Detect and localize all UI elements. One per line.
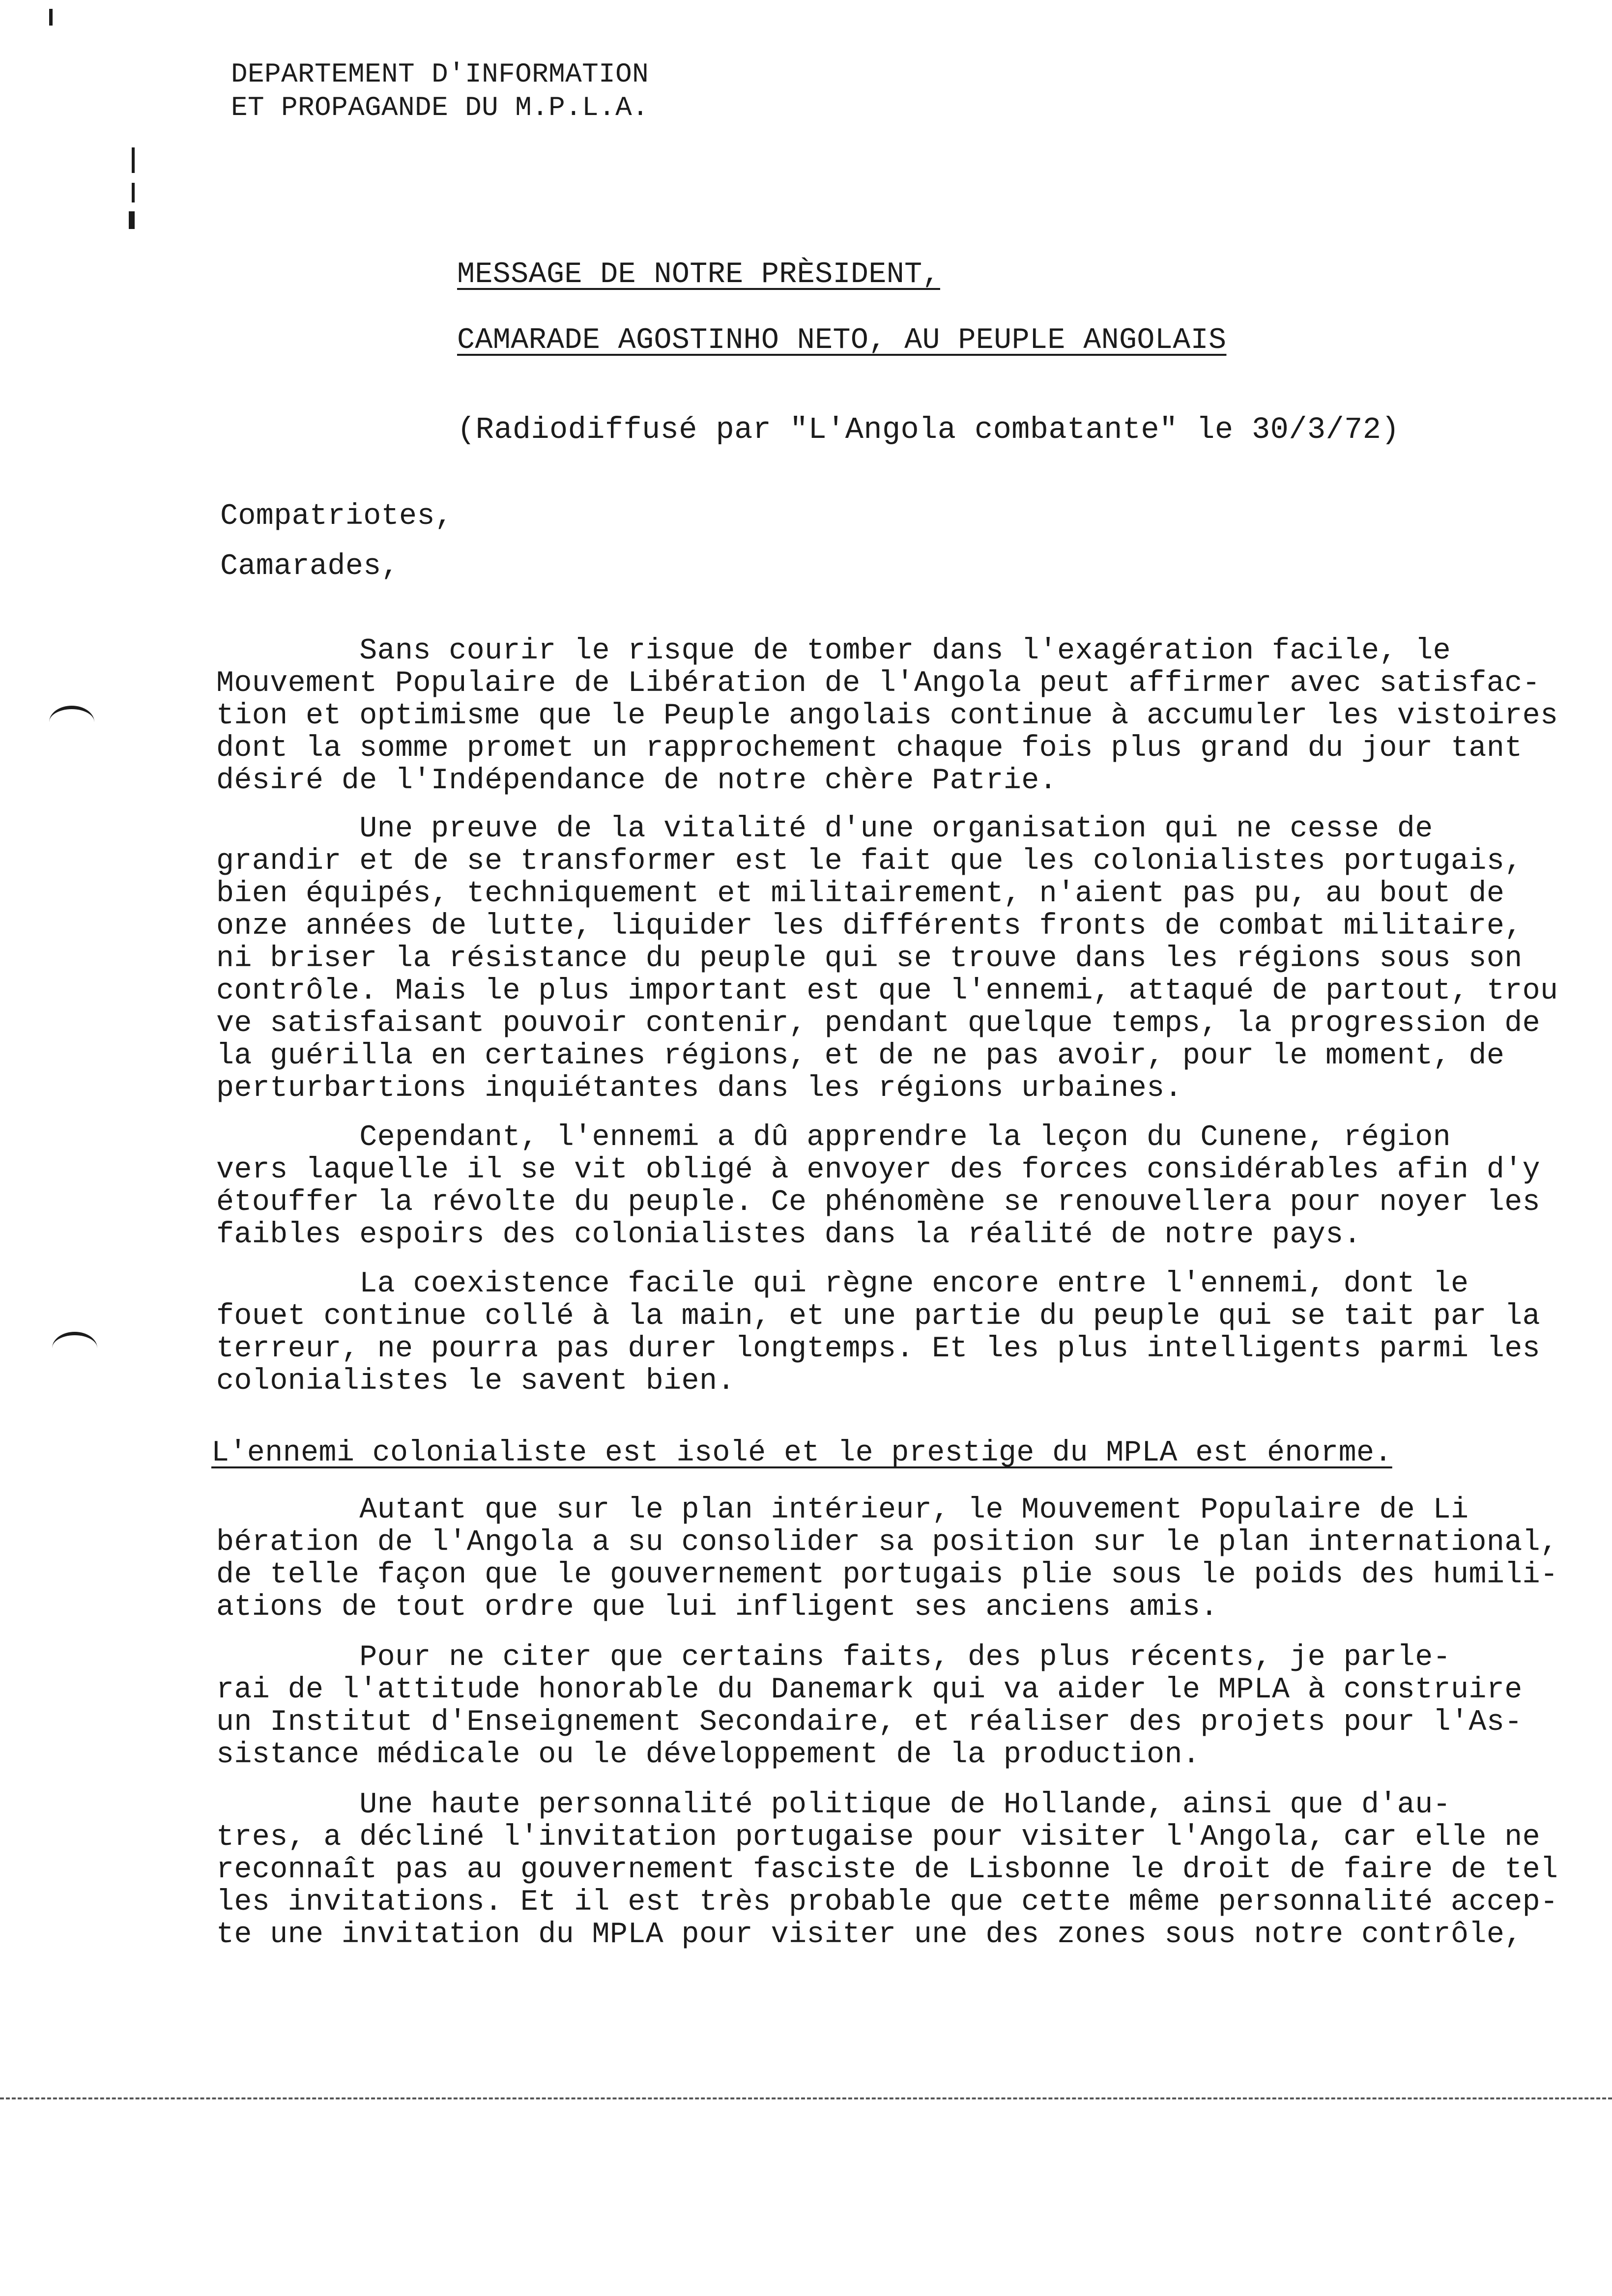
paragraph-2-line-7: ve satisfaisant pouvoir contenir, pendant quelque temps, la progression de (216, 1007, 1541, 1040)
scan-mark-binder-1 (132, 147, 135, 173)
punch-hole-arc-upper (49, 706, 94, 739)
broadcast-subtitle: (Radiodiffusé par "L'Angola combatante" le 30/3/72) (457, 412, 1400, 447)
paragraph-3-line-1: Cependant, l'ennemi a dû apprendre la leçon du Cunene, région (216, 1121, 1451, 1154)
paragraph-7-line-3: reconnaît pas au gouvernement fasciste de Lisbonne le droit de faire de tel (216, 1853, 1558, 1887)
paragraph-6-line-3: un Institut d'Enseignement Secondaire, et réaliser des projets pour l'As- (216, 1706, 1523, 1739)
paragraph-2-line-8: la guérilla en certaines régions, et de ne pas avoir, pour le moment, de (216, 1039, 1505, 1073)
paragraph-6-line-4: sistance médicale ou le développement de la production. (216, 1738, 1201, 1772)
title-line-1: MESSAGE DE NOTRE PRÈSIDENT, (457, 258, 940, 291)
punch-hole-arc-lower (52, 1332, 97, 1365)
section-heading: L'ennemi colonialiste est isolé et le prestige du MPLA est énorme. (211, 1436, 1392, 1470)
footer-divider (0, 2097, 1612, 2099)
paragraph-5-line-3: de telle façon que le gouvernement portugais plie sous le poids des humili- (216, 1558, 1558, 1592)
salutation-line-1: Compatriotes, (220, 500, 453, 533)
paragraph-2-line-2: grandir et de se transformer est le fait que les colonialistes portugais, (216, 845, 1523, 878)
paragraph-5-line-2: bération de l'Angola a su consolider sa position sur le plan international, (216, 1526, 1558, 1559)
paragraph-7-line-1: Une haute personnalité politique de Hollande, ainsi que d'au- (216, 1788, 1451, 1822)
paragraph-3-line-2: vers laquelle il se vit obligé à envoyer des forces considérables afin d'y (216, 1153, 1541, 1187)
paragraph-2-line-9: perturbartions inquiétantes dans les régions urbaines. (216, 1072, 1182, 1105)
paragraph-1-line-5: désiré de l'Indépendance de notre chère Patrie. (216, 764, 1058, 798)
paragraph-1-line-4: dont la somme promet un rapprochement chaque fois plus grand du jour tant (216, 732, 1523, 765)
paragraph-7-line-4: les invitations. Et il est très probable que cette même personnalité accep- (216, 1886, 1558, 1919)
paragraph-6-line-2: rai de l'attitude honorable du Danemark qui va aider le MPLA à construire (216, 1673, 1523, 1707)
scan-mark-top-left (49, 9, 53, 26)
paragraph-4-line-1: La coexistence facile qui règne encore entre l'ennemi, dont le (216, 1267, 1469, 1301)
scan-mark-binder-3 (129, 211, 135, 229)
department-header-line-1: DEPARTEMENT D'INFORMATION (231, 58, 649, 90)
paragraph-7-line-5: te une invitation du MPLA pour visiter une des zones sous notre contrôle, (216, 1918, 1523, 1952)
department-header-line-2: ET PROPAGANDE DU M.P.L.A. (231, 92, 649, 123)
paragraph-5-line-4: ations de tout ordre que lui infligent ses anciens amis. (216, 1591, 1218, 1624)
paragraph-5-line-1: Autant que sur le plan intérieur, le Mouvement Populaire de Li (216, 1493, 1469, 1527)
paragraph-6-line-1: Pour ne citer que certains faits, des plus récents, je parle- (216, 1641, 1451, 1674)
paragraph-7-line-2: tres, a décliné l'invitation portugaise pour visiter l'Angola, car elle ne (216, 1821, 1541, 1854)
paragraph-2-line-3: bien équipés, techniquement et militairement, n'aient pas pu, au bout de (216, 877, 1505, 911)
title-line-2: CAMARADE AGOSTINHO NETO, AU PEUPLE ANGOLAIS (457, 324, 1227, 357)
paragraph-2-line-6: contrôle. Mais le plus important est que l'ennemi, attaqué de partout, trou (216, 975, 1558, 1008)
paragraph-1-line-1: Sans courir le risque de tomber dans l'exagération facile, le (216, 634, 1451, 668)
paragraph-4-line-4: colonialistes le savent bien. (216, 1365, 735, 1398)
paragraph-3-line-4: faibles espoirs des colonialistes dans la réalité de notre pays. (216, 1218, 1361, 1252)
scan-mark-binder-2 (132, 183, 135, 202)
paragraph-3-line-3: étouffer la révolte du peuple. Ce phénomène se renouvellera pour noyer les (216, 1186, 1541, 1219)
paragraph-2-line-5: ni briser la résistance du peuple qui se trouve dans les régions sous son (216, 942, 1523, 976)
paragraph-4-line-2: fouet continue collé à la main, et une partie du peuple qui se tait par la (216, 1300, 1541, 1333)
paragraph-4-line-3: terreur, ne pourra pas durer longtemps. Et les plus intelligents parmi les (216, 1332, 1541, 1366)
paragraph-1-line-2: Mouvement Populaire de Libération de l'Angola peut affirmer avec satisfac- (216, 667, 1541, 700)
paragraph-2-line-4: onze années de lutte, liquider les différents fronts de combat militaire, (216, 910, 1523, 943)
paragraph-2-line-1: Une preuve de la vitalité d'une organisation qui ne cesse de (216, 812, 1433, 846)
salutation-line-2: Camarades, (220, 550, 400, 583)
paragraph-1-line-3: tion et optimisme que le Peuple angolais continue à accumuler les vistoires (216, 699, 1558, 733)
